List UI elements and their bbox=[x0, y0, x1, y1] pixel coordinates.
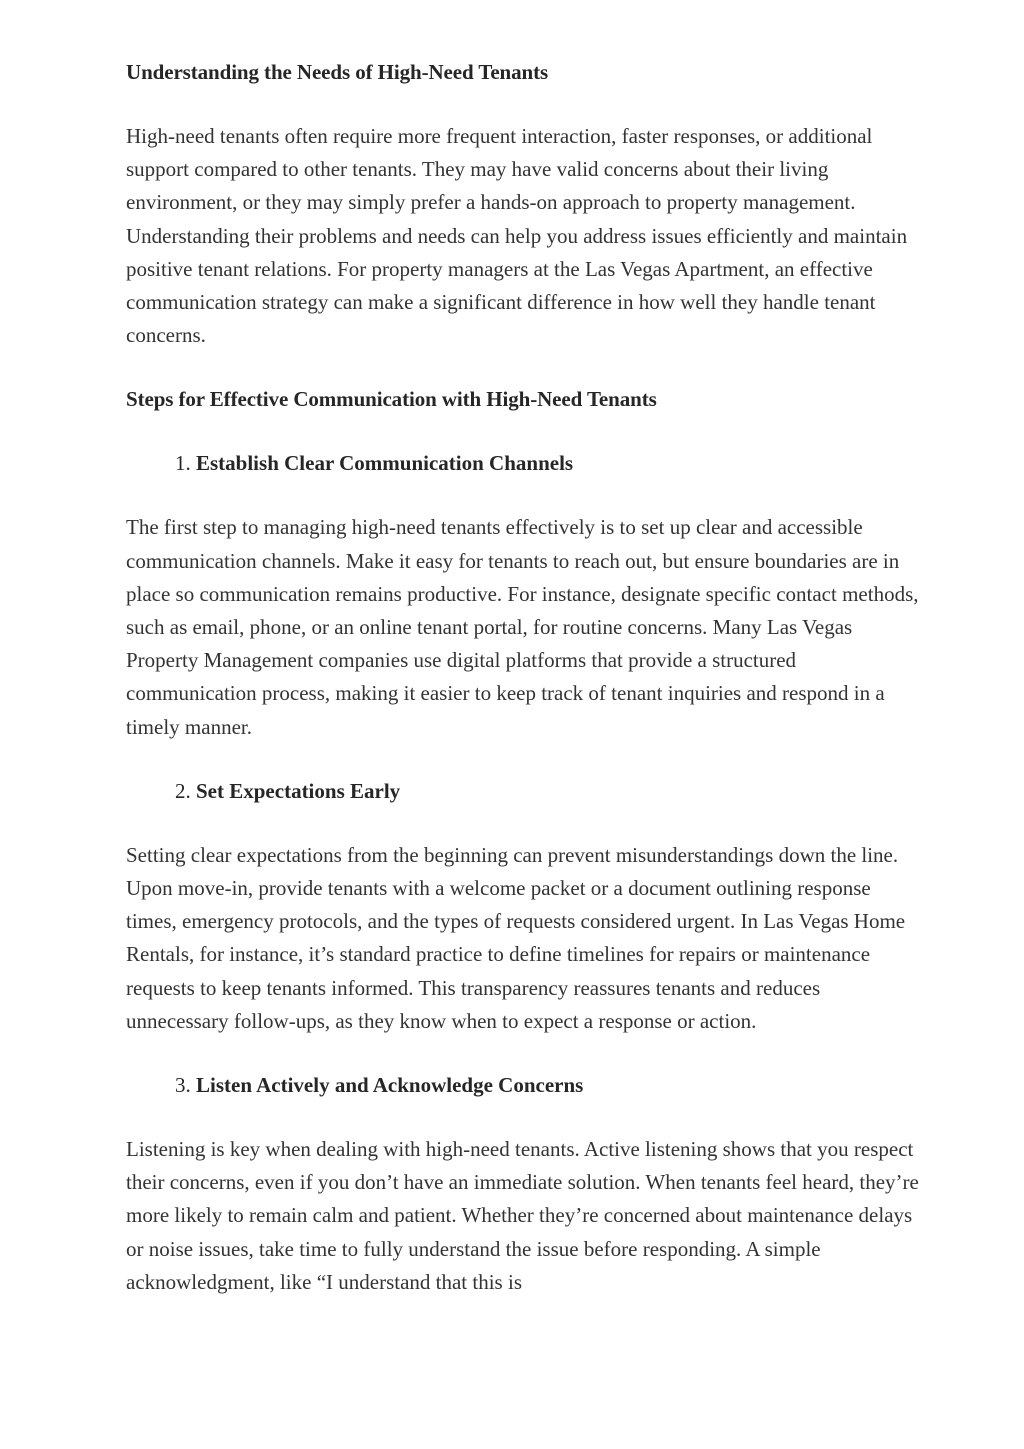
section-heading-needs: Understanding the Needs of High-Need Tenants bbox=[126, 60, 549, 84]
step-heading-2 bbox=[126, 775, 926, 808]
step-body-1: The first step to managing high-need tenants effectively is to set up clear and accessible communication channels. Make it easy for tenants to reach out, but ensure boundaries are in place so communication remains productive. For instance, designate specific contact methods, such as email, phone, or an online tenant portal, for routine concerns. Many Las Vegas Property Management companies use digital platforms that provide a structured communication process, making it easier to keep track of tenant inquiries and respond in a timely manner. bbox=[126, 515, 919, 739]
step-number: 3. bbox=[175, 1073, 191, 1098]
step-heading-3 bbox=[126, 1069, 926, 1102]
step-title: Listen Actively and Acknowledge Concerns bbox=[196, 1073, 584, 1098]
paragraph-needs: High-need tenants often require more frequent interaction, faster responses, or additional support compared to other tenants. They may have valid concerns about their living environment, or they may simply prefer a hands-on approach to property management. Understanding their problems and needs can help you address issues efficiently and maintain positive tenant relations. For property managers at the Las Vegas Apartment, an effective communication strategy can make a significant difference in how well they handle tenant concerns. bbox=[126, 124, 908, 348]
document-page bbox=[126, 56, 926, 1299]
step-number: 2. bbox=[175, 778, 191, 803]
step-title: Set Expectations Early bbox=[196, 778, 401, 803]
step-heading-1 bbox=[126, 447, 926, 480]
step-title: Establish Clear Communication Channels bbox=[196, 451, 574, 476]
step-number: 1. bbox=[175, 451, 191, 476]
section-heading-steps: Steps for Effective Communication with High-Need Tenants bbox=[126, 387, 657, 412]
step-body-2: Setting clear expectations from the beginning can prevent misunderstandings down the line. Upon move-in, provide tenants with a welcome packet or a document outlining response times, emergency protocols, and the types of requests considered urgent. In Las Vegas Home Rentals, for instance, it’s standard practice to define timelines for repairs or maintenance requests to keep tenants informed. This transparency reassures tenants and reduces unnecessary follow-ups, as they know when to expect a response or action. bbox=[126, 842, 906, 1033]
step-body-3: Listening is key when dealing with high-need tenants. Active listening shows that you respect their concerns, even if you don’t have an immediate solution. When tenants feel heard, they’re more likely to remain calm and patient. Whether they’re concerned about maintenance delays or noise issues, take time to fully understand the issue before responding. A simple acknowledgment, like “I understand that this is bbox=[126, 1137, 919, 1294]
